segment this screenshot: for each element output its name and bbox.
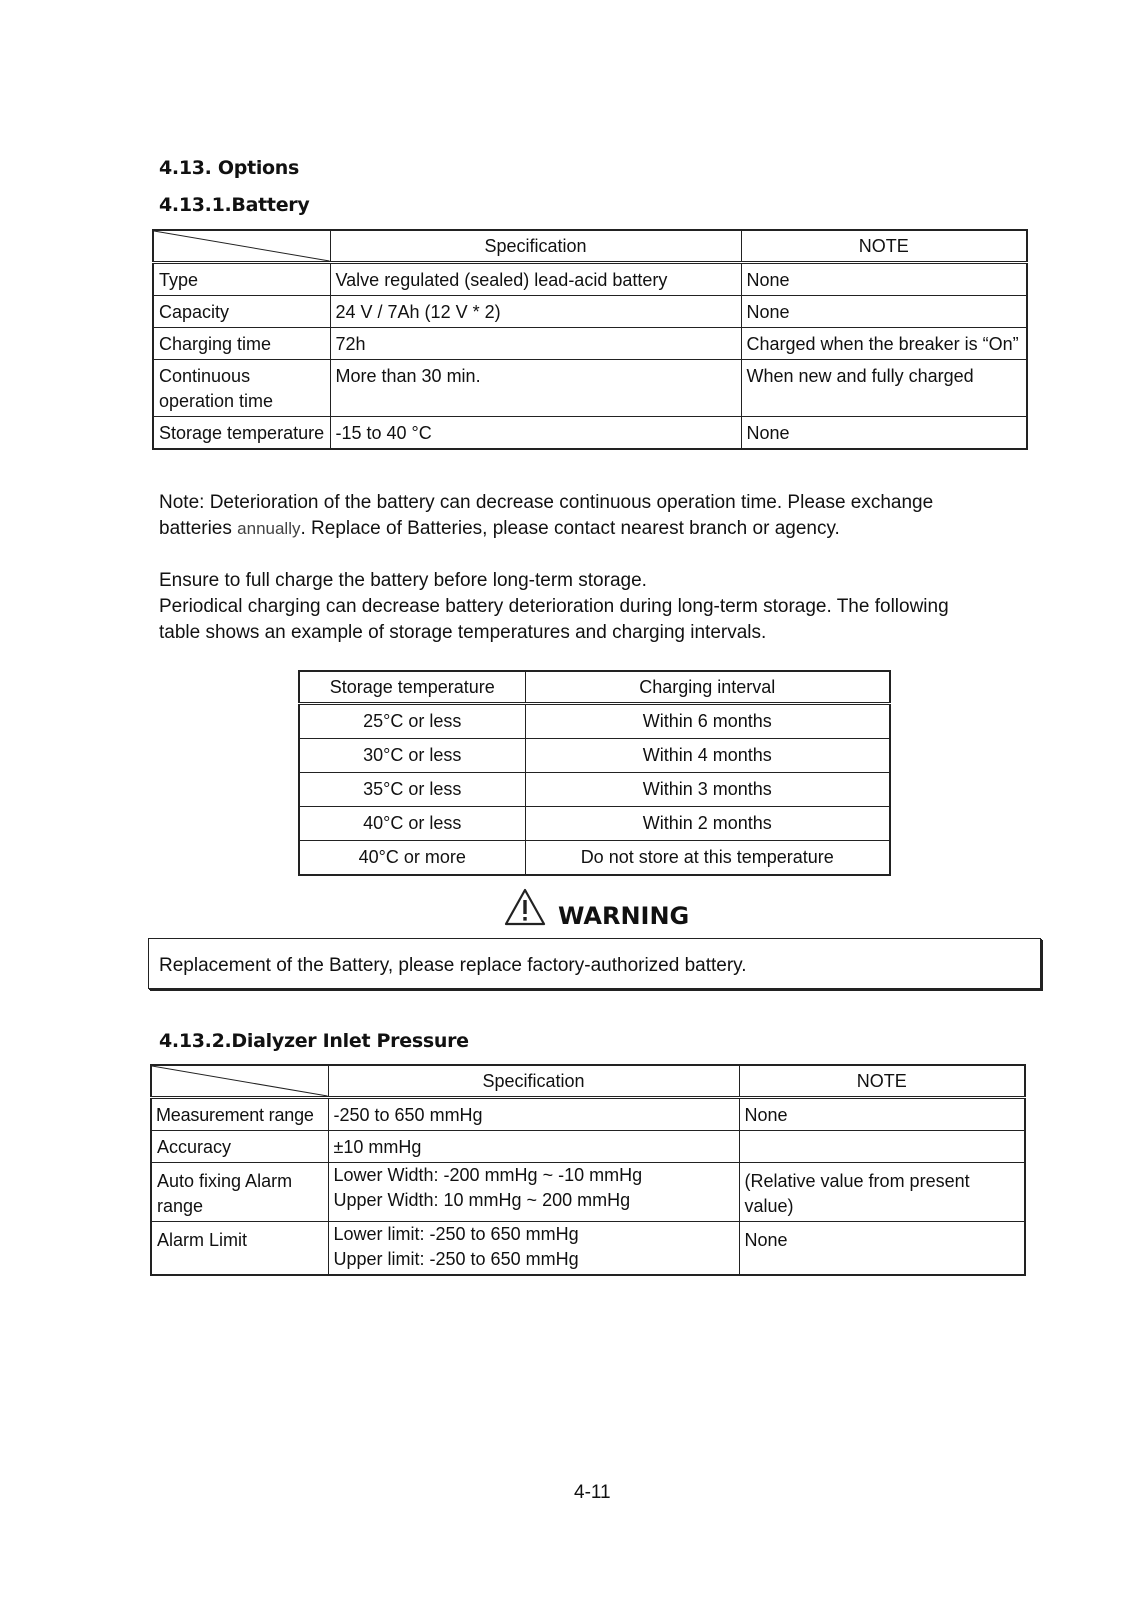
- table-row: [151, 1098, 1025, 1131]
- diagonal-header-cell: [153, 230, 330, 263]
- cell-interval: Within 3 months: [525, 773, 890, 807]
- battery-header-note: NOTE: [741, 230, 1027, 263]
- spec-line: Lower Width: -200 mmHg ~ -10 mmHg: [333, 1165, 643, 1185]
- table-row: [299, 704, 890, 739]
- row-note: When new and fully charged: [741, 360, 1027, 417]
- spec-line: Lower limit: -250 to 650 mmHg: [333, 1224, 579, 1244]
- storage-table-header: [299, 671, 890, 704]
- note-annually: annually: [237, 519, 301, 538]
- row-spec: [328, 1222, 739, 1276]
- battery-spec-table: [152, 229, 1028, 450]
- row-spec: -250 to 650 mmHg: [328, 1098, 739, 1131]
- row-label: Storage temperature: [153, 417, 330, 450]
- para-line: table shows an example of storage temperatures and charging intervals.: [159, 622, 767, 643]
- dialyzer-title: 4.13.2.Dialyzer Inlet Pressure: [159, 1030, 469, 1052]
- cell-temperature: 40°C or more: [299, 841, 525, 876]
- battery-header-spec: Specification: [330, 230, 741, 263]
- table-row: [153, 417, 1027, 450]
- storage-paragraph: [159, 568, 1079, 646]
- para-line: Ensure to full charge the battery before long-term storage.: [159, 570, 647, 591]
- row-spec: 72h: [330, 328, 741, 360]
- battery-title: 4.13.1.Battery: [159, 194, 310, 216]
- row-spec: -15 to 40 °C: [330, 417, 741, 450]
- spec-line: Upper limit: -250 to 650 mmHg: [333, 1249, 579, 1269]
- cell-interval: Within 6 months: [525, 704, 890, 739]
- warning-title: WARNING: [558, 902, 690, 930]
- diagonal-header-cell: [151, 1065, 328, 1098]
- table-row: [153, 263, 1027, 296]
- cell-interval: Do not store at this temperature: [525, 841, 890, 876]
- cell-temperature: 40°C or less: [299, 807, 525, 841]
- cell-temperature: 25°C or less: [299, 704, 525, 739]
- section-title: 4.13. Options: [159, 157, 300, 179]
- row-spec: More than 30 min.: [330, 360, 741, 417]
- row-spec: 24 V / 7Ah (12 V * 2): [330, 296, 741, 328]
- dialyzer-table-header: [151, 1065, 1025, 1098]
- note-text: batteries: [159, 518, 238, 539]
- battery-table-header: [153, 230, 1027, 263]
- row-note: None: [741, 263, 1027, 296]
- row-note: (Relative value from present value): [739, 1163, 1025, 1222]
- row-label: Measurement range: [151, 1098, 328, 1131]
- cell-temperature: 35°C or less: [299, 773, 525, 807]
- cell-temperature: 30°C or less: [299, 739, 525, 773]
- row-label: Continuous operation time: [153, 360, 330, 417]
- dialyzer-header-spec: Specification: [328, 1065, 739, 1098]
- cell-interval: Within 2 months: [525, 807, 890, 841]
- row-note: Charged when the breaker is “On”: [741, 328, 1027, 360]
- warning-box: [148, 938, 1041, 989]
- row-note: [739, 1131, 1025, 1163]
- row-label: Type: [153, 263, 330, 296]
- storage-interval-table: [298, 670, 891, 876]
- table-row: [299, 739, 890, 773]
- spec-line: Upper Width: 10 mmHg ~ 200 mmHg: [333, 1190, 631, 1210]
- page-number: 4-11: [574, 1482, 611, 1503]
- warning-triangle-icon: [503, 887, 547, 927]
- table-row: [153, 328, 1027, 360]
- note-line-2: [159, 516, 1059, 542]
- cell-interval: Within 4 months: [525, 739, 890, 773]
- row-note: None: [739, 1098, 1025, 1131]
- note-line-1: Note: Deterioration of the battery can decrease continuous operation time. Please exchange: [159, 492, 934, 513]
- header-charging-interval: Charging interval: [525, 671, 890, 704]
- para-line: Periodical charging can decrease battery deterioration during long-term storage. The following: [159, 596, 949, 617]
- warning-text: Replacement of the Battery, please replace factory-authorized battery.: [159, 955, 747, 976]
- dialyzer-header-note: NOTE: [739, 1065, 1025, 1098]
- row-spec: [328, 1163, 739, 1222]
- table-row: [153, 296, 1027, 328]
- table-row: [151, 1163, 1025, 1222]
- row-label: Capacity: [153, 296, 330, 328]
- row-label: Auto fixing Alarm range: [151, 1163, 328, 1222]
- table-row: [299, 773, 890, 807]
- table-row: [153, 360, 1027, 417]
- table-row: [151, 1131, 1025, 1163]
- header-storage-temperature: Storage temperature: [299, 671, 525, 704]
- battery-note: [159, 490, 1059, 542]
- note-text: . Replace of Batteries, please contact nearest branch or agency.: [300, 518, 840, 539]
- dialyzer-spec-table: [150, 1064, 1026, 1276]
- row-spec: Valve regulated (sealed) lead-acid battery: [330, 263, 741, 296]
- table-row: [299, 807, 890, 841]
- row-spec: ±10 mmHg: [328, 1131, 739, 1163]
- row-note: None: [741, 417, 1027, 450]
- row-note: None: [741, 296, 1027, 328]
- table-row: [299, 841, 890, 876]
- row-label: Charging time: [153, 328, 330, 360]
- row-label: Alarm Limit: [151, 1222, 328, 1276]
- row-note: None: [739, 1222, 1025, 1276]
- table-row: [151, 1222, 1025, 1276]
- row-label: Accuracy: [151, 1131, 328, 1163]
